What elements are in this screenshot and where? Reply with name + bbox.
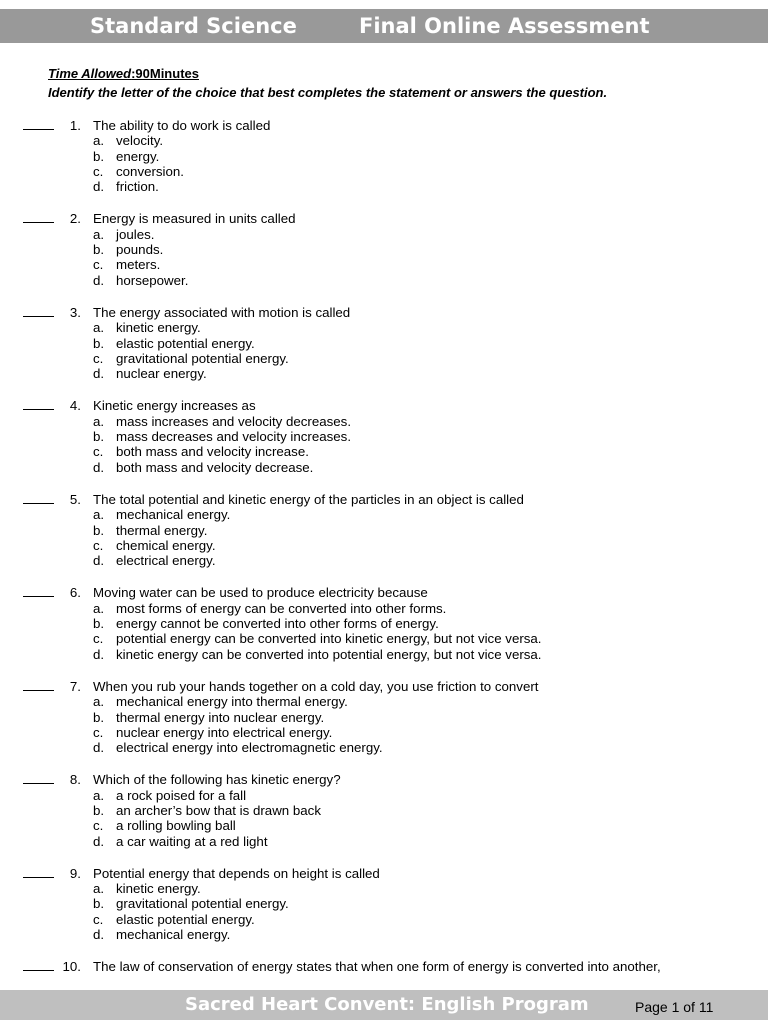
answer-choice — [0, 834, 768, 849]
choice-letter: d. — [93, 927, 105, 943]
choice-text: gravitational potential energy. — [116, 350, 289, 366]
choice-letter: b. — [93, 335, 105, 351]
answer-choice — [0, 179, 768, 194]
choice-text: most forms of energy can be converted into other forms. — [116, 600, 447, 616]
answer-choice — [0, 336, 768, 351]
time-allowed-value: :90Minutes — [131, 66, 199, 81]
answer-choice — [0, 647, 768, 662]
choice-text: nuclear energy. — [116, 366, 207, 382]
answer-choice — [0, 538, 768, 553]
answer-choice — [0, 414, 768, 429]
choice-text: nuclear energy into electrical energy. — [116, 724, 333, 740]
choice-letter: c. — [93, 163, 104, 179]
choice-letter: c. — [93, 350, 104, 366]
question-line — [0, 959, 768, 974]
choice-letter: a. — [93, 320, 105, 336]
choice-letter: a. — [93, 413, 105, 429]
answer-choice — [0, 429, 768, 444]
question-list — [0, 118, 768, 992]
question-text: Which of the following has kinetic energy? — [93, 772, 341, 788]
question-text: The ability to do work is called — [93, 118, 271, 133]
answer-choice — [0, 227, 768, 242]
question-line — [0, 772, 768, 787]
choice-text: energy cannot be converted into other forms of energy. — [116, 616, 439, 632]
question-number: 2. — [69, 211, 81, 227]
question-item — [0, 959, 768, 974]
question-number: 9. — [69, 865, 81, 881]
answer-choice — [0, 740, 768, 755]
answer-choice — [0, 601, 768, 616]
question-number: 7. — [69, 678, 81, 694]
answer-choice — [0, 149, 768, 164]
choice-text: an archer’s bow that is drawn back — [116, 802, 321, 818]
question-item — [0, 118, 768, 194]
choice-text: gravitational potential energy. — [116, 896, 289, 912]
answer-choice — [0, 616, 768, 631]
question-text: When you rub your hands together on a cold day, you use friction to convert — [93, 678, 539, 694]
choice-letter: a. — [93, 507, 105, 523]
choice-text: mechanical energy into thermal energy. — [116, 694, 348, 710]
question-number: 5. — [69, 491, 81, 507]
choice-letter: b. — [93, 148, 105, 164]
question-number: 3. — [69, 304, 81, 320]
choice-letter: d. — [93, 646, 105, 662]
choice-letter: b. — [93, 242, 105, 258]
answer-choice — [0, 164, 768, 179]
question-line — [0, 866, 768, 881]
question-number: 1. — [69, 118, 81, 133]
choice-letter: c. — [93, 724, 104, 740]
choice-letter: a. — [93, 133, 105, 149]
choice-letter: c. — [93, 444, 104, 460]
question-item — [0, 398, 768, 474]
question-line — [0, 305, 768, 320]
choice-text: both mass and velocity increase. — [116, 444, 309, 460]
question-item — [0, 772, 768, 848]
answer-choice — [0, 881, 768, 896]
time-allowed — [48, 66, 199, 81]
header-bar — [0, 9, 768, 43]
choice-text: energy. — [116, 148, 160, 164]
choice-text: conversion. — [116, 163, 184, 179]
question-number: 6. — [69, 585, 81, 601]
choice-text: a car waiting at a red light — [116, 833, 268, 849]
choice-text: velocity. — [116, 133, 164, 149]
choice-letter: d. — [93, 833, 105, 849]
choice-letter: c. — [93, 818, 104, 834]
answer-choice — [0, 133, 768, 148]
choice-text: both mass and velocity decrease. — [116, 459, 314, 475]
answer-choice — [0, 631, 768, 646]
instructions: Identify the letter of the choice that best completes the statement or answers the question. — [48, 85, 608, 100]
question-item — [0, 585, 768, 661]
answer-choice — [0, 710, 768, 725]
choice-text: thermal energy. — [116, 522, 208, 538]
footer-bar — [0, 990, 768, 1020]
choice-text: elastic potential energy. — [116, 335, 255, 351]
choice-letter: d. — [93, 740, 105, 756]
answer-choice — [0, 242, 768, 257]
question-item — [0, 866, 768, 942]
choice-letter: c. — [93, 537, 104, 553]
question-item — [0, 492, 768, 568]
choice-letter: b. — [93, 429, 105, 445]
question-line — [0, 118, 768, 133]
answer-choice — [0, 507, 768, 522]
choice-letter: d. — [93, 366, 105, 382]
choice-letter: b. — [93, 616, 105, 632]
choice-text: a rolling bowling ball — [116, 818, 236, 834]
choice-letter: b. — [93, 522, 105, 538]
question-text: The energy associated with motion is called — [93, 304, 351, 320]
choice-text: potential energy can be converted into kinetic energy, but not vice versa. — [116, 631, 542, 647]
question-line — [0, 398, 768, 413]
question-item — [0, 679, 768, 755]
choice-text: pounds. — [116, 242, 164, 258]
choice-letter: a. — [93, 694, 105, 710]
answer-choice — [0, 444, 768, 459]
choice-letter: b. — [93, 709, 105, 725]
choice-letter: a. — [93, 600, 105, 616]
question-text: Potential energy that depends on height is called — [93, 865, 380, 881]
answer-choice — [0, 351, 768, 366]
choice-text: thermal energy into nuclear energy. — [116, 709, 325, 725]
answer-choice — [0, 818, 768, 833]
answer-choice — [0, 460, 768, 475]
question-text: The law of conservation of energy states that when one form of energy is converted into another, — [93, 959, 661, 975]
question-line — [0, 492, 768, 507]
question-text: Kinetic energy increases as — [93, 398, 256, 414]
choice-letter: d. — [93, 553, 105, 569]
question-text: The total potential and kinetic energy of the particles in an object is called — [93, 491, 524, 507]
choice-letter: c. — [93, 257, 104, 273]
question-number: 10. — [62, 959, 81, 975]
choice-text: electrical energy into electromagnetic energy. — [116, 740, 383, 756]
answer-choice — [0, 694, 768, 709]
choice-letter: a. — [93, 881, 105, 897]
answer-choice — [0, 257, 768, 272]
question-line — [0, 679, 768, 694]
choice-text: joules. — [116, 226, 155, 242]
question-line — [0, 211, 768, 226]
answer-choice — [0, 725, 768, 740]
choice-text: mass increases and velocity decreases. — [116, 413, 352, 429]
question-number: 4. — [69, 398, 81, 414]
choice-letter: a. — [93, 226, 105, 242]
answer-choice — [0, 927, 768, 942]
answer-choice — [0, 320, 768, 335]
choice-text: a rock poised for a fall — [116, 787, 247, 803]
answer-choice — [0, 366, 768, 381]
choice-letter: b. — [93, 802, 105, 818]
choice-text: mechanical energy. — [116, 927, 231, 943]
question-text: Energy is measured in units called — [93, 211, 296, 227]
choice-text: mechanical energy. — [116, 507, 231, 523]
choice-letter: d. — [93, 179, 105, 195]
time-allowed-label: Time Allowed — [48, 66, 132, 81]
course-title: Standard Science — [90, 14, 297, 38]
choice-text: chemical energy. — [116, 537, 216, 553]
answer-choice — [0, 912, 768, 927]
question-line — [0, 585, 768, 600]
assessment-title: Final Online Assessment — [359, 14, 650, 38]
choice-letter: c. — [93, 631, 104, 647]
answer-choice — [0, 803, 768, 818]
page-indicator: Page 1 of 11 — [635, 999, 714, 1015]
answer-choice — [0, 896, 768, 911]
answer-choice — [0, 523, 768, 538]
choice-text: friction. — [116, 179, 159, 195]
choice-text: horsepower. — [116, 272, 189, 288]
choice-text: kinetic energy. — [116, 320, 201, 336]
choice-letter: d. — [93, 459, 105, 475]
school-name: Sacred Heart Convent: English Program — [185, 994, 589, 1015]
choice-text: kinetic energy. — [116, 881, 201, 897]
question-item — [0, 305, 768, 381]
answer-choice — [0, 553, 768, 568]
choice-letter: b. — [93, 896, 105, 912]
choice-text: electrical energy. — [116, 553, 216, 569]
choice-text: elastic potential energy. — [116, 911, 255, 927]
question-number: 8. — [69, 772, 81, 788]
choice-letter: a. — [93, 787, 105, 803]
question-text: Moving water can be used to produce electricity because — [93, 585, 428, 601]
answer-choice — [0, 788, 768, 803]
choice-letter: d. — [93, 272, 105, 288]
choice-text: mass decreases and velocity increases. — [116, 429, 352, 445]
question-item — [0, 211, 768, 287]
choice-text: meters. — [116, 257, 161, 273]
choice-letter: c. — [93, 911, 104, 927]
choice-text: kinetic energy can be converted into potential energy, but not vice versa. — [116, 646, 542, 662]
answer-choice — [0, 273, 768, 288]
